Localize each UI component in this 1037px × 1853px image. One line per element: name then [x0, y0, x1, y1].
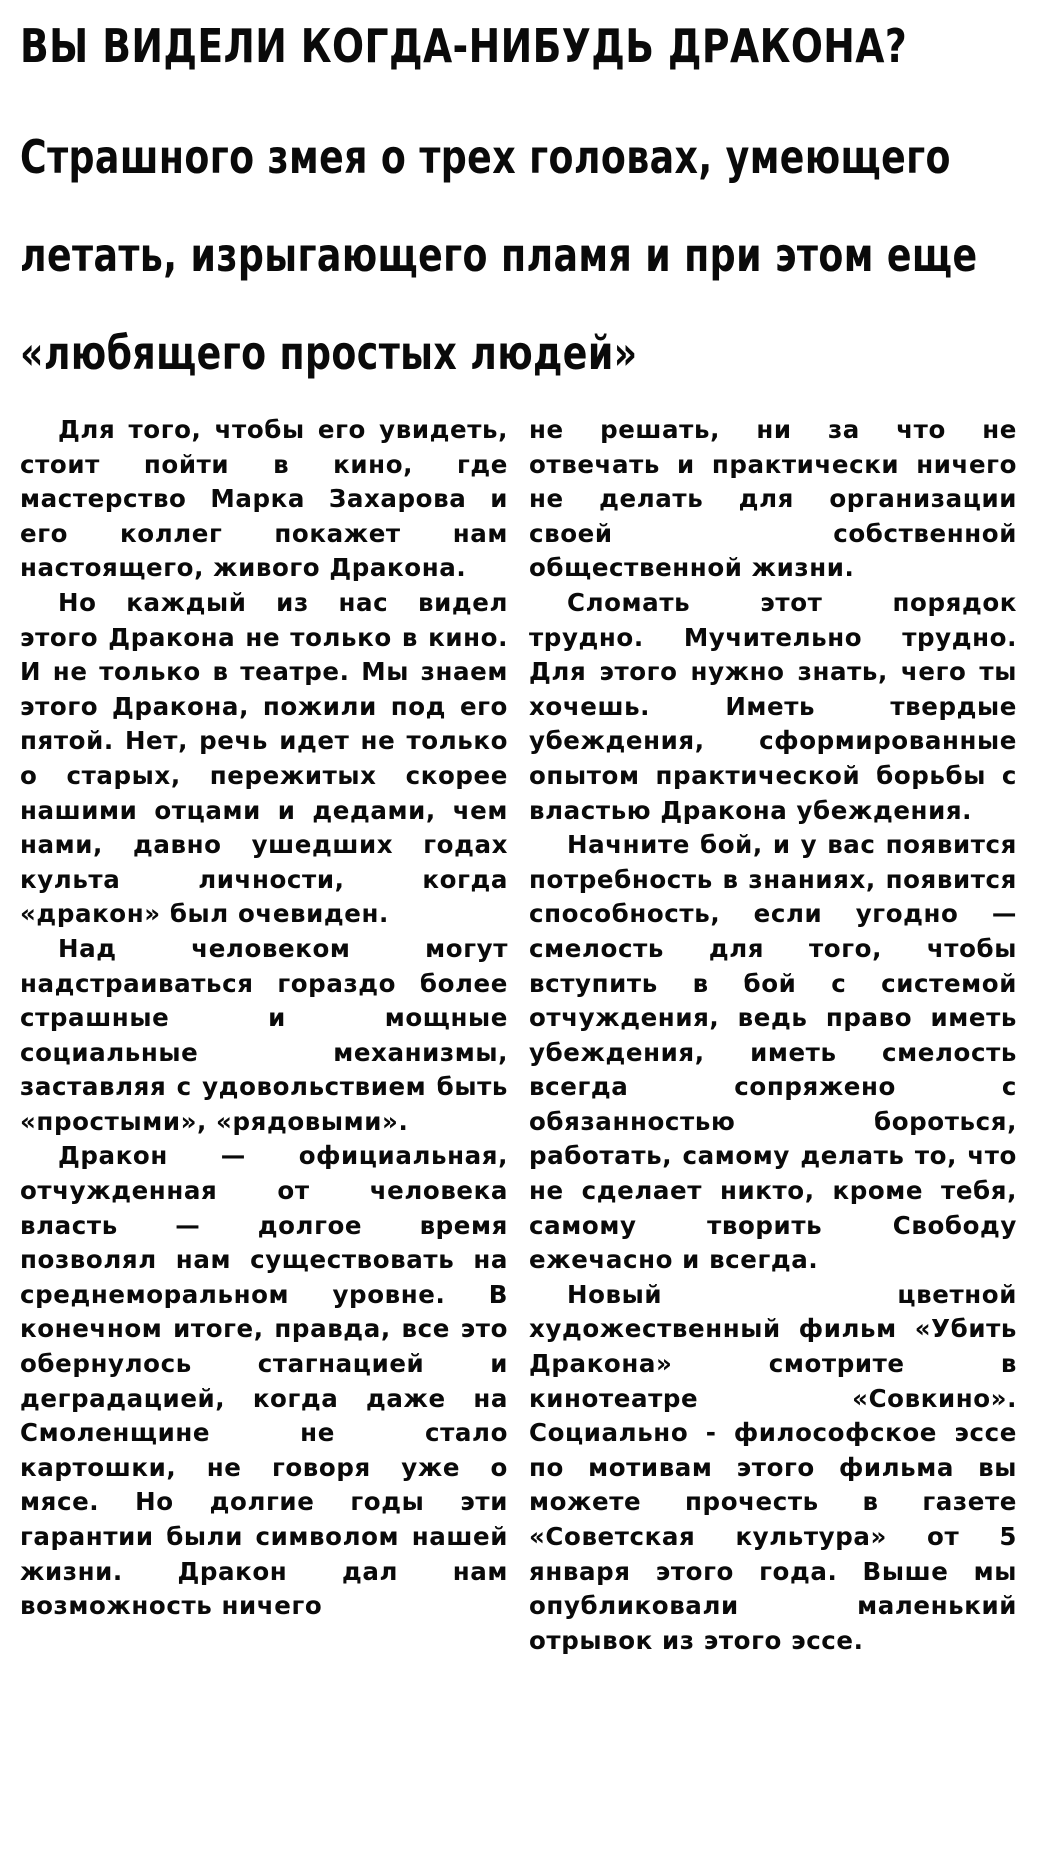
paragraph: Сломать этот порядок трудно. Мучительно трудно. Для этого нужно знать, чего ты хочешь. Иметь твердые убеждения, сформированные опытом практической борьбы с властью Дракона убеждения.: [529, 587, 1017, 825]
subheadline: [20, 108, 978, 402]
paragraph: Но каждый из нас видел этого Дракона не только в кино. И не только в театре. Мы знаем этого Дракона, пожили под его пятой. Нет, речь идет не только о старых, пережитых скорее нашими отцами и дедами, чем нами, давно ушедших годах культа личности, когда «дракон» был очевиден.: [20, 587, 508, 929]
headline: [20, 10, 908, 82]
article-body: [20, 413, 1017, 1658]
paragraph: Начните бой, и у вас появится потребность в знаниях, появится способность, если угодно — смелость для того, чтобы вступить в бой с системой отчуждения, ведь право иметь убеждения, иметь смелость всегда сопряжено с обязанностью бороться, работать, самому делать то, что не сделает никто, кроме тебя, самому творить Свободу ежечасно и всегда.: [529, 830, 1017, 1275]
paragraph: Новый цветной художественный фильм «Убить Дракона» смотрите в кинотеатре «Совкино». Социально - философское эссе по мотивам этого фильма вы можете прочесть в газете «Советская культура» от 5 января этого года. Выше мы опубликовали маленький отрывок из этого эссе.: [529, 1279, 1017, 1655]
paragraph: Для того, чтобы его увидеть, стоит пойти в кино, где мастерство Марка Захарова и его коллег покажет нам настоящего, живого Дракона.: [20, 415, 508, 583]
paragraph: не решать, ни за что не отвечать и практически ничего не делать для организации своей собственной общественной жизни.: [529, 415, 1017, 583]
right-column: [529, 413, 1017, 1658]
left-column: [20, 413, 508, 1658]
paragraph: Над человеком могут надстраиваться гораздо более страшные и мощные социальные механизмы, заставляя с удовольствием быть «простыми», «рядовыми».: [20, 933, 508, 1136]
subheadline-line-2: летать, изрыгающего пламя и при этом еще: [20, 228, 978, 282]
subheadline-line-3: «любящего простых людей»: [20, 326, 638, 380]
paragraph: Дракон — официальная, отчужденная от человека власть — долгое время позволял нам существовать на среднеморальном уровне. В конечном итоге, правда, все это обернулось стагнацией и деградацией, когда даже на Смоленщине не стало картошки, не говоря уже о мясе. Но долгие годы эти гарантии были символом нашей жизни. Дракон дал нам возможность ничего: [20, 1141, 508, 1621]
subheadline-line-1: Страшного змея о трех головах, умеющего: [20, 130, 951, 184]
headline-text: ВЫ ВИДЕЛИ КОГДА-НИБУДЬ ДРАКОНА?: [20, 19, 908, 73]
